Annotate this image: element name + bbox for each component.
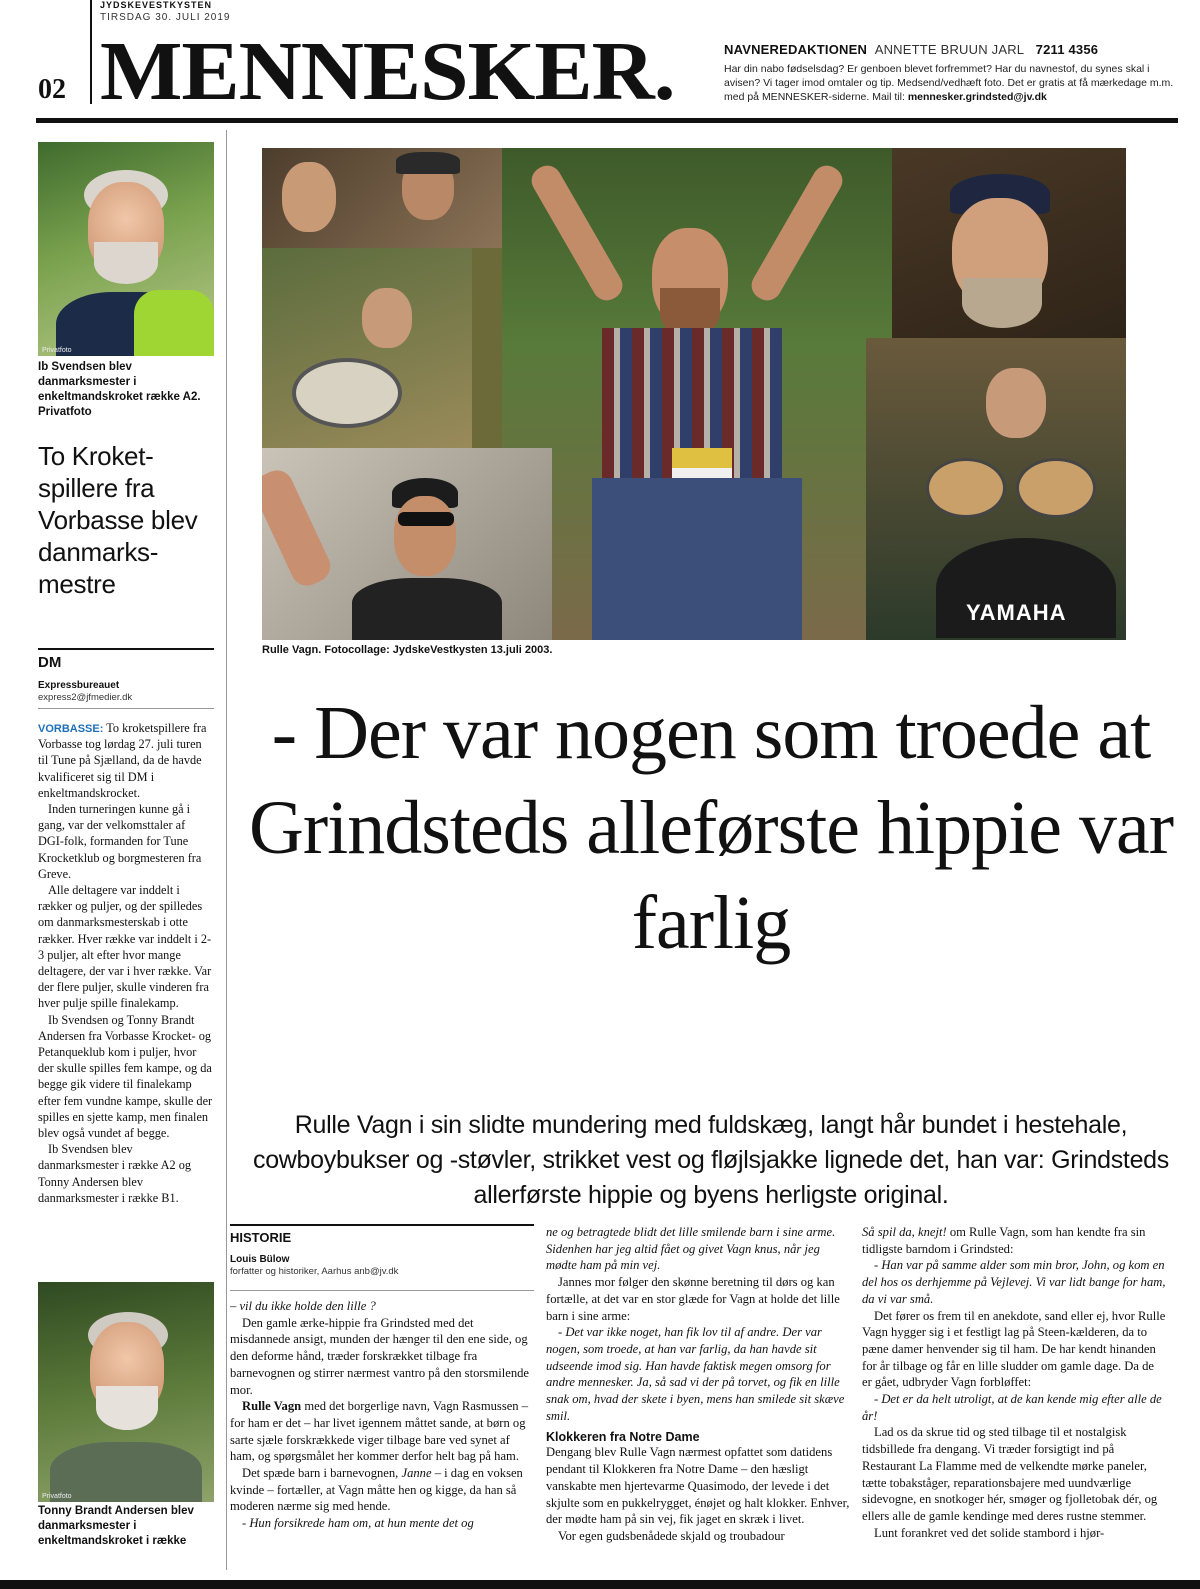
sidebar-rule <box>38 648 214 650</box>
page-bottom-bar <box>0 1580 1200 1589</box>
masthead-rule <box>36 118 1178 123</box>
article-paragraph: Så spil da, knejt! om Rulle Vagn, som han kendte fra sin tidligste barndom i Grindsted: <box>862 1225 1146 1256</box>
newspaper-name: JYDSKEVESTKYSTEN <box>100 0 213 10</box>
article-paragraph: Vor egen gudsbenådede skjald og troubadour <box>558 1528 785 1543</box>
column-rule <box>230 1290 534 1291</box>
byline-bureau: Expressbureauet <box>38 680 120 691</box>
masthead-divider <box>90 0 92 104</box>
article-column-1 <box>230 1298 534 1580</box>
section-title: MENNESKER. <box>100 25 675 118</box>
editors-info <box>724 62 1174 104</box>
editor-name: ANNETTE BRUUN JARL <box>874 42 1025 57</box>
collage-photo-duo <box>262 148 502 248</box>
article-paragraph: - Hun forsikrede ham om, at hun mente det og <box>242 1516 474 1531</box>
collage-photo-cap-closeup <box>892 148 1126 338</box>
sidebar-paragraph: VORBASSE: To kroketspillere fra Vorbasse tog lørdag 27. juli turen til Tune på Sjælland, da de havde kvalificeret sig til DM i enkeltmandskrocket. <box>38 721 207 800</box>
sidebar-paragraph: Ib Svendsen blev danmarksmester i række A2 og Tonny Andersen blev danmarksmester i række B1. <box>38 1142 191 1205</box>
article-paragraph: Dengang blev Rulle Vagn nærmest opfattet som datidens pendant til Klokkeren fra Notre Dame – den hæsligt vanskabte men hjertevarme Quasimodo, der levede i det skjulte som en pukkelrygget, énøjet og halt klokker. Enhver, der mødte ham på sin vej, fik jaget en skræk i livet. <box>546 1445 850 1527</box>
quote-italic: Så spil da, knejt! <box>862 1225 947 1239</box>
sidebar-tag: DM <box>38 654 62 671</box>
portrait-ib-svendsen <box>38 142 214 356</box>
editors-line <box>724 42 1098 57</box>
article-deck: Rulle Vagn i sin slidte mundering med fuldskæg, langt hår bundet i hestehale, cowboybukser og -støvler, strikket vest og fløjlsjakke lignede det, han var: Grindsteds allerførste hippie og byens herligste original. <box>253 1111 1169 1209</box>
page-number: 02 <box>38 74 66 105</box>
article-paragraph: Det spæde barn i barnevognen, Janne – i dag en voksen kvinde – fortæller, at Vagn måtte hen og kigge, da han så moderen nærme sig med hende. <box>230 1466 523 1514</box>
sidebar-paragraph: Inden turneringen kunne gå i gang, var der velkomsttaler af DGI-folk, formanden for Tune Krocketklub og borgmesteren fra Greve. <box>38 802 202 881</box>
article-paragraph: Rulle Vagn med det borgerlige navn, Vagn Rasmussen – for ham er det – har livet igennem måttet sande, at børn og sarte sjæle forskrækkede viger tilbage bare ved synet af ham, og spørgsmålet her kommer derfor helt bag på ham. <box>230 1399 529 1464</box>
article-subhead: Klokkeren fra Notre Dame <box>546 1430 700 1445</box>
photo-credit: Privatfoto <box>42 1493 72 1500</box>
collage-photo-yamaha-drums <box>866 338 1126 640</box>
photo-collage <box>262 148 1126 640</box>
article-paragraph: Jannes mor følger den skønne beretning til dørs og kan fortælle, at det var en stor glæde for Vagn at holde det lille barn i sine arme: <box>546 1275 840 1323</box>
article-paragraph: Det fører os frem til en anekdote, sand eller ej, hvor Rulle Vagn hygger sig i et festligt lag på Steen-kælderen, da to pæne damer henvender sig til ham. De har kendt hinanden for år tilbage og får en lille sludder om gamle dage. Da de er gået, udbryder Vagn forbløffet: <box>862 1308 1166 1390</box>
article-paragraph: - Det er da helt utroligt, at de kan kende mig efter alle de år! <box>862 1392 1162 1423</box>
sidebar-thin-rule <box>38 708 214 709</box>
article-section-tag: HISTORIE <box>230 1230 292 1245</box>
editors-label: NAVNEREDAKTIONEN <box>724 42 868 57</box>
article-author-role: forfatter og historiker, Aarhus anb@jv.dk <box>230 1266 399 1277</box>
photo-caption-ib: Ib Svendsen blev danmarksmester i enkeltmandskroket række A2. Privatfoto <box>38 361 201 418</box>
article-column-2 <box>546 1224 850 1580</box>
sidebar-paragraph: Ib Svendsen og Tonny Brandt Andersen fra Vorbasse Krocket- og Petanqueklub kom i puljer, hvor der skulle spilles fem kampe, og da begge gik videre til finalekamp efter fem vundne kampe, skulle der spilles en sjette kamp, men finalen blev også vundet af begge. <box>38 1012 213 1141</box>
issue-date: TIRSDAG 30. JULI 2019 <box>100 12 231 23</box>
editors-email[interactable]: mennesker.grindsted@jv.dk <box>907 91 1047 103</box>
photo-credit: Privatfoto <box>42 347 72 354</box>
article-paragraph: Lunt forankret ved det solide stambord i hjør- <box>874 1525 1105 1540</box>
byline-email[interactable]: express2@jfmedier.dk <box>38 692 133 703</box>
collage-photo-drummer <box>262 248 472 448</box>
drum-brand-label: YAMAHA <box>966 600 1067 625</box>
editor-phone: 7211 4356 <box>1035 42 1099 57</box>
column-divider <box>226 130 227 1570</box>
sidebar-paragraph: Alle deltagere var inddelt i rækker og puljer, og der spilledes om danmarksmesterskab i otte rækker. Hver række var inddelt i 2-3 puljer, alt efter hvor mange deltagere, der var i hver række. Var der flere puljer, skulle vinderen fra hver pulje spille finalekamp. <box>38 883 212 1011</box>
article-paragraph: – vil du ikke holde den lille ? <box>230 1299 376 1313</box>
article-author: Louis Bülow <box>230 1254 290 1265</box>
photo-caption-tonny: Tonny Brandt Andersen blev danmarksmester i enkeltmandskroket i række <box>38 1505 194 1547</box>
article-column-3 <box>862 1224 1166 1580</box>
portrait-tonny-andersen <box>38 1282 214 1502</box>
sidebar-headline: To Kroket-spillere fra Vorbasse blev danmarks-mestre <box>38 441 198 599</box>
name-bold: Rulle Vagn <box>242 1399 302 1414</box>
collage-photo-arms-raised <box>502 148 892 640</box>
article-paragraph: ne og betragtede blidt det lille smilende barn i sine arme. Sidenhen har jeg altid fået og givet Vagn knus, når jeg mødte ham på min vej. <box>546 1225 836 1273</box>
collage-caption: Rulle Vagn. Fotocollage: JydskeVestkysten 13.juli 2003. <box>262 644 553 656</box>
article-paragraph: Lad os da skrue tid og sted tilbage til et nostalgisk tidsbillede fra dengang. Vi træder forsigtigt ind på Restaurant La Flamme med de velkendte mørke paneler, tætte tobakståger, reparationsbajere med uundværlige sidevogne, en snotkoger hér, smøger og fjolletobak dér, og ellers alle de gamle kendinge med deres rustne stemmer. <box>862 1425 1158 1523</box>
sidebar-body <box>38 720 214 1206</box>
editors-info-text: Har din nabo fødselsdag? Er genboen blevet forfremmet? Har du navnestof, du synes skal i avisen? Vi tager imod omtaler og tip. Medsend/vedhæft foto. Det er gratis at få mærkedage m.m. med på MENNESKER-siderne. Mail til: <box>724 63 1174 103</box>
article-paragraph: Den gamle ærke-hippie fra Grindsted med det misdannede ansigt, munden der hænger til den ene side, og den deforme hånd, træder forskrækket tilbage fra barnevognen og stirrer nærmest vantro på den storsmilende mor. <box>230 1315 530 1397</box>
article-section-rule <box>230 1224 534 1226</box>
article-headline: - Der var nogen som troede at Grindsteds alleførste hippie var farlig <box>248 691 1174 965</box>
dateline-place: VORBASSE: <box>38 723 104 735</box>
collage-photo-sunglasses <box>262 448 552 640</box>
article-paragraph: - Det var ikke noget, han fik lov til af andre. Der var nogen, som troede, at han var farlig, da han havde sit udseende imod sig. Han havde faktisk megen omsorg for andre mennesker. Ja, så sad vi der på torvet, og fik en lille snak om, hvad der skete i byen, mens han smilede sit skæve smil. <box>546 1325 845 1423</box>
article-paragraph: - Han var på samme alder som min bror, John, og kom en del hos os derhjemme på Vejlevej. Vi var lidt bange for ham, da vi var små. <box>862 1258 1166 1306</box>
